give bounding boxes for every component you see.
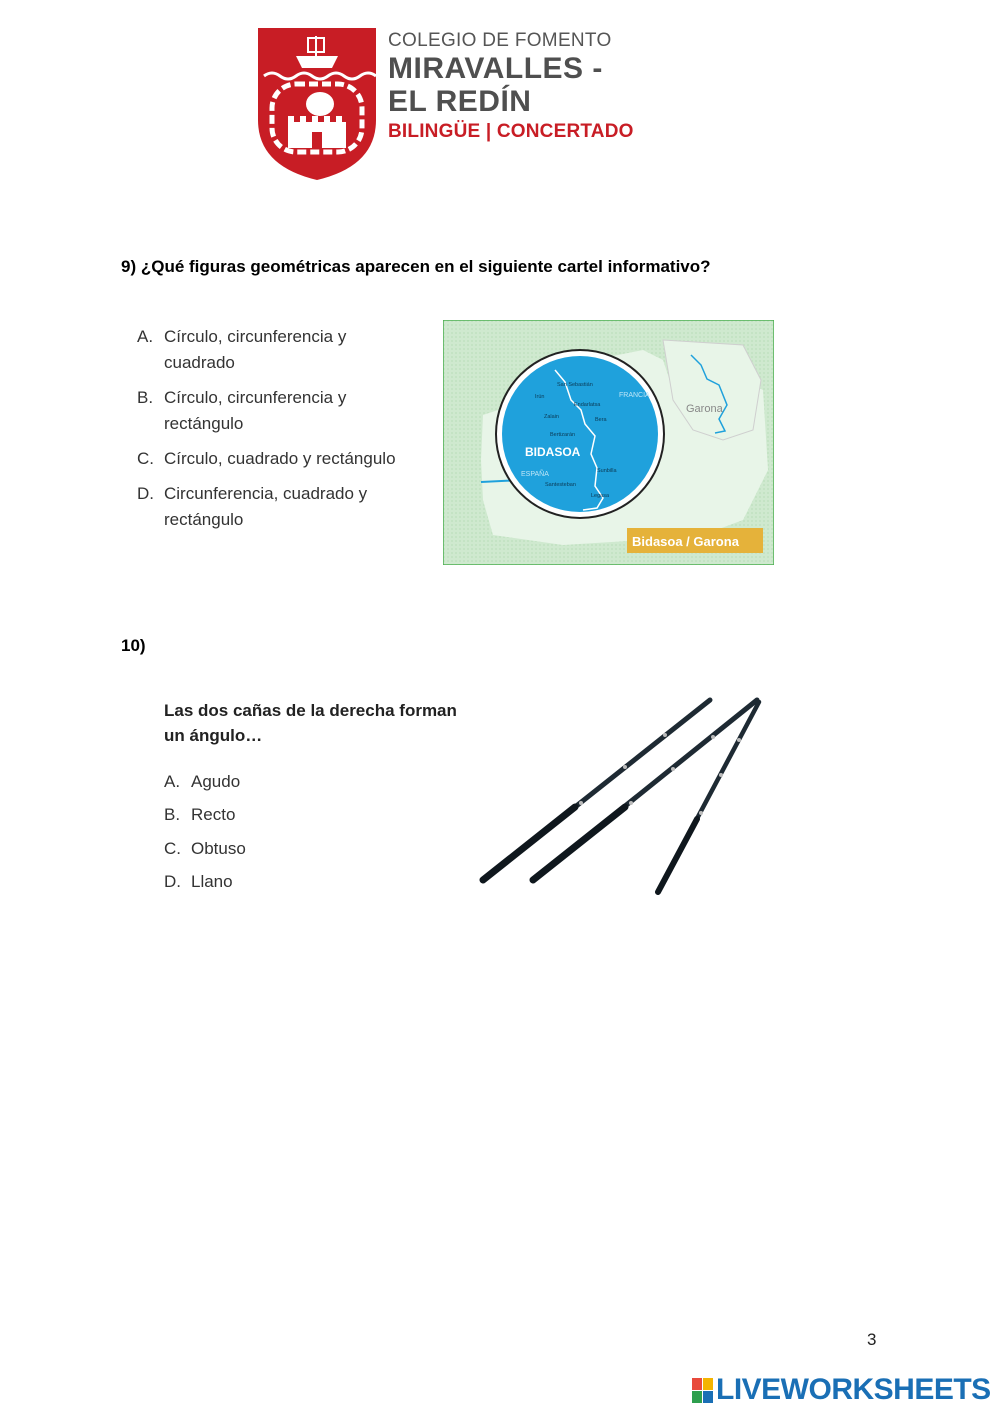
school-name-line1: COLEGIO DE FOMENTO xyxy=(388,30,612,51)
q9-option-b[interactable] xyxy=(137,385,346,437)
bidasoa-label: BIDASOA xyxy=(525,445,581,459)
option-text: Círculo, circunferencia y xyxy=(164,388,347,407)
option-letter: A. xyxy=(164,772,181,791)
option-letter: A. xyxy=(137,327,154,346)
place-label: Sunbilla xyxy=(597,468,617,474)
option-text: rectángulo xyxy=(164,510,244,529)
place-label: Legasa xyxy=(591,493,610,499)
option-letter: B. xyxy=(164,805,181,824)
school-tagline: BILINGÜE | CONCERTADO xyxy=(388,121,634,142)
river-map-poster xyxy=(443,320,774,565)
q9-option-c[interactable] xyxy=(137,446,396,472)
place-label: Santesteban xyxy=(545,482,576,488)
school-name-line3: EL REDÍN xyxy=(388,85,532,118)
option-text: Círculo, cuadrado y rectángulo xyxy=(164,449,396,468)
q10-option-d[interactable] xyxy=(164,872,233,892)
option-text: cuadrado xyxy=(164,353,235,372)
espana-label: ESPAÑA xyxy=(521,471,549,478)
option-text: rectángulo xyxy=(164,414,244,433)
option-letter: B. xyxy=(137,388,154,407)
stem-line: un ángulo… xyxy=(164,726,263,745)
option-letter: C. xyxy=(164,839,181,858)
option-text: Recto xyxy=(191,805,236,824)
q10-stem xyxy=(164,698,457,748)
poster-badge: Bidasoa / Garona xyxy=(632,534,739,549)
option-letter: C. xyxy=(137,449,154,468)
school-crest-icon xyxy=(258,28,376,180)
place-label: Bera xyxy=(595,417,607,423)
question-9-title: 9) ¿Qué figuras geométricas aparecen en el siguiente cartel informativo? xyxy=(121,257,711,276)
place-label: Bertizarán xyxy=(550,432,576,438)
question-10-title: 10) xyxy=(121,636,146,655)
francia-label: FRANCIA xyxy=(619,392,650,399)
q9-option-a[interactable] xyxy=(137,324,346,376)
q10-option-c[interactable] xyxy=(164,839,246,859)
place-label: Endarlatsa xyxy=(574,402,601,408)
option-text: Agudo xyxy=(191,772,241,791)
school-name-line2: MIRAVALLES - xyxy=(388,52,603,85)
option-text: Obtuso xyxy=(191,839,246,858)
option-text: Círculo, circunferencia y xyxy=(164,327,347,346)
stem-line: Las dos cañas de la derecha forman xyxy=(164,701,457,720)
q10-option-a[interactable] xyxy=(164,772,240,792)
q9-option-d[interactable] xyxy=(137,481,367,533)
q10-option-b[interactable] xyxy=(164,805,235,825)
option-letter: D. xyxy=(137,484,154,503)
option-letter: D. xyxy=(164,872,181,891)
place-label: San Sebastián xyxy=(557,382,593,388)
liveworksheets-brand[interactable]: LIVEWORKSHEETS xyxy=(716,1373,991,1406)
place-label: Zalain xyxy=(544,414,559,420)
liveworksheets-logo-icon xyxy=(692,1374,714,1408)
fishing-rods-image xyxy=(475,695,770,895)
page-number: 3 xyxy=(867,1330,877,1349)
option-text: Llano xyxy=(191,872,233,891)
garona-label: Garona xyxy=(686,403,723,415)
place-label: Irún xyxy=(535,394,545,400)
option-text: Circunferencia, cuadrado y xyxy=(164,484,368,503)
